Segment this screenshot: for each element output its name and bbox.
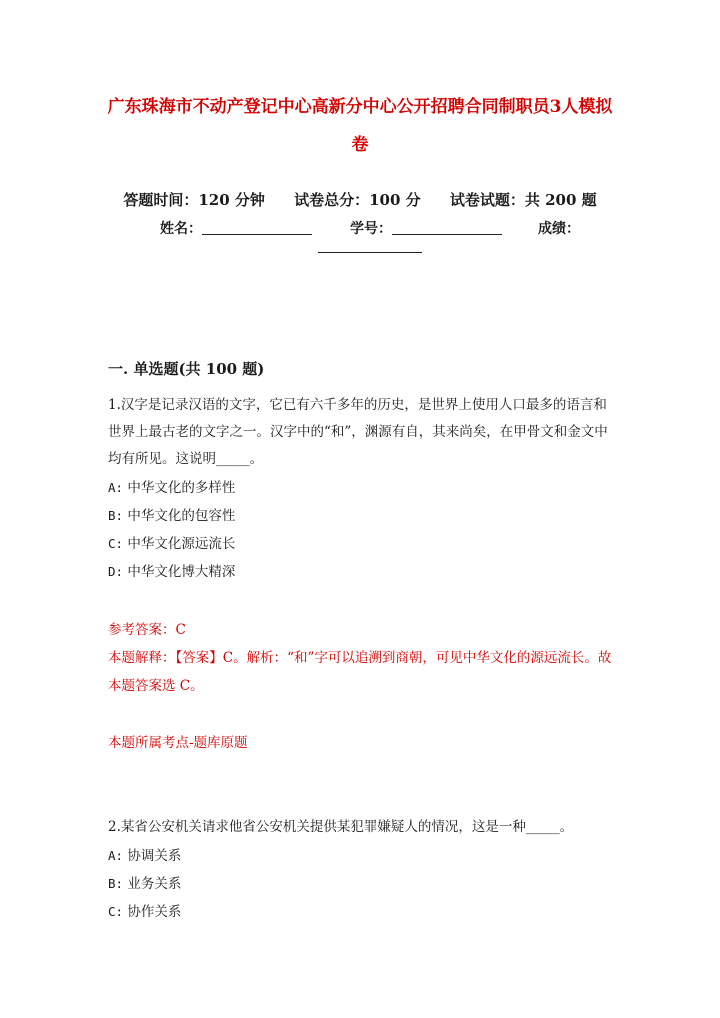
- option-key: C:: [108, 536, 124, 551]
- option-text: 中华文化源远流长: [127, 536, 236, 552]
- total-score: 试卷总分：100 分: [294, 191, 421, 209]
- question-2-option-a[interactable]: [108, 846, 181, 866]
- question-1-option-d[interactable]: [108, 562, 235, 582]
- question-2-text: 2.某省公安机关请求他省公安机关提供某犯罪嫌疑人的情况，这是一种_____。: [108, 819, 574, 835]
- option-key: A:: [108, 480, 124, 495]
- question-1-text: 1.汉字是记录汉语的文字，它已有六千多年的历史，是世界上使用人口最多的语言和世界上最古老的文字之一。汉字中的“和”，渊源有自，其来尚矣，在甲骨文和金文中均有所见。这说明_____。: [108, 397, 608, 467]
- id-blank[interactable]: [392, 220, 502, 235]
- option-key: C:: [108, 904, 124, 919]
- exam-time: 答题时间：120 分钟: [123, 191, 265, 209]
- option-key: B:: [108, 876, 124, 891]
- question-1-option-a[interactable]: [108, 478, 235, 498]
- question-2-option-b[interactable]: [108, 874, 181, 894]
- option-text: 协调关系: [127, 848, 182, 864]
- question-1-answer: 参考答案：C: [108, 622, 186, 638]
- exam-meta: [100, 189, 620, 211]
- question-1-explanation: 本题解释：【答案】C。解析：“和”字可以追溯到商朝，可见中华文化的源远流长。故本题答案选 C。: [108, 650, 612, 694]
- option-text: 中华文化博大精深: [127, 564, 236, 580]
- id-field[interactable]: [350, 220, 502, 238]
- name-field[interactable]: [160, 220, 312, 238]
- option-key: A:: [108, 848, 124, 863]
- name-blank[interactable]: [202, 220, 312, 235]
- document-title: 广东珠海市不动产登记中心高新分中心公开招聘合同制职员3人模拟卷: [107, 97, 613, 155]
- option-text: 业务关系: [127, 876, 182, 892]
- option-text: 中华文化的包容性: [127, 508, 236, 524]
- id-label: 学号：: [350, 221, 392, 237]
- question-1-source: 本题所属考点-题库原题: [108, 735, 248, 751]
- option-text: 中华文化的多样性: [127, 480, 236, 496]
- question-1-option-c[interactable]: [108, 534, 235, 554]
- option-text: 协作关系: [127, 904, 182, 920]
- score-label: 成绩：: [538, 221, 580, 237]
- score-blank[interactable]: [318, 251, 422, 253]
- question-count: 试卷试题：共 200 题: [449, 191, 597, 209]
- option-key: D:: [108, 564, 124, 579]
- score-field: [538, 220, 580, 238]
- question-1-option-b[interactable]: [108, 506, 235, 526]
- section-heading: 一. 单选题(共 100 题): [108, 360, 265, 378]
- option-key: B:: [108, 508, 124, 523]
- name-label: 姓名：: [160, 221, 202, 237]
- question-2-option-c[interactable]: [108, 902, 181, 922]
